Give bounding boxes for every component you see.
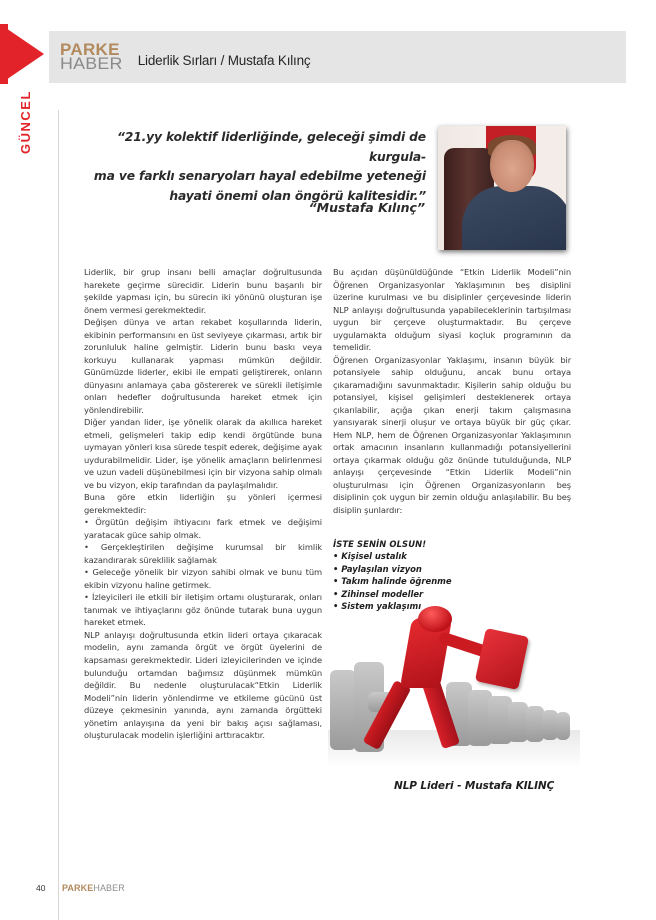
grey-figure [556, 712, 570, 740]
leader-illustration [328, 600, 580, 768]
pull-quote [84, 128, 426, 206]
article-left-column [84, 266, 322, 742]
section-arrow-marker [0, 24, 44, 84]
paragraph: NLP anlayışı doğrultusunda etkin lideri ortaya çıkaracak modelin, aynı zamanda örgüt ve örgüt üyelerini de kapsaması gerekmektedir. Lideri izleyicilerinden ve içinde bulunduğu ortamdan bağımsız düşünmek mümkün değildir. Bu nedenle oluşturulacak“Etkin Liderlik Modeli”nin liderin yönlendirme ve etkileme gücünü üst düzeye çekmesinin yanında, aynı zamanda örgütteki yönetim anlayışına da yeni bir bakış açısı sağlaması, oluşturulacak modelin işlerliğini arttıracaktır. [84, 629, 322, 741]
article-right-column [333, 266, 571, 516]
footer-logo-parke: PARKE [62, 883, 94, 893]
footer-logo [62, 883, 125, 893]
grey-figure [508, 702, 528, 742]
discipline-item: • Zihinsel modeller [333, 588, 424, 599]
bullet-item: • İzleyicileri ile etkili bir iletişim ortamı oluşturarak, onları tanımak ve ihtiyaçlarını göz önünde tutarak buna uygun hareket etmek. [84, 592, 322, 628]
author-photo [438, 126, 566, 250]
red-briefcase-icon [475, 628, 529, 690]
discipline-item: • Sistem yaklaşımı [333, 601, 422, 612]
pull-quote-line: “21.yy kolektif liderliğinde, geleceği şimdi de kurgula- [117, 130, 426, 164]
paragraph: Bu açıdan düşünüldüğünde “Etkin Liderlik Modeli”nin Öğrenen Organizasyonlar Yaklaşımının beş disiplini üzerine kurulması ve bu disiplinler çerçevesinde liderin NLP anlayışı doğrultusunda yapabileceklerinin tartışılması uygun bir çerçeve oluşturmaktadır. Bu çerçeve uygulamakta olduğum siyasi koçluk programının da temelidir. [333, 267, 571, 353]
illustration-caption: NLP Lideri - Mustafa KILINÇ [394, 780, 555, 792]
discipline-item: • Takım halinde öğrenme [333, 576, 452, 587]
paragraph: Öğrenen Organizasyonlar Yaklaşımı, insanın büyük bir potansiyele sahip olduğunu, ancak bunu ortaya çıkaramadığını savunmaktadır. Kişilerin sahip olduğu bu potansiyel, kişisel gelişimleri desteklenerek ortaya çıkarılabilir, açığa çıkan enerji takım çalışmasına yansıyarak sinerji oluşur ve ortaya büyük bir güç çıkar. Hem NLP, hem de Öğrenen Organizasyonlar Yaklaşımının ortak amacının insanların kullanmadığı potansiyellerini ortaya çıkarmak olduğu göz önünde tutulduğunda, NLP anlayışı çerçevesinde “Etkin Liderlik Modeli”nin oluşturulması için Öğrenen Organizasyonların beş disiplinin çok uygun bir zemin olduğu anlaşılabilir. Bu beş disiplin şunlardır: [333, 354, 571, 515]
disciplines-title: İSTE SENİN OLSUN! [333, 539, 427, 549]
grey-figure [330, 670, 356, 750]
bullet-item: • Örgütün değişim ihtiyacını fark etmek ve değişimi yaratacak güce sahip olmak. [84, 517, 322, 540]
magazine-logo [60, 40, 123, 73]
discipline-item: • Kişisel ustalık [333, 551, 407, 562]
page-header [49, 31, 626, 83]
margin-rule [58, 110, 59, 920]
page-number: 40 [36, 883, 46, 893]
footer-logo-haber: HABER [93, 883, 125, 893]
bullet-item: • Gerçekleştirilen değişime kurumsal bir kimlik kazandırarak süreklilik sağlamak [84, 542, 322, 565]
red-figure-head [418, 606, 452, 632]
logo-haber: HABER [60, 54, 123, 73]
quote-author: “Mustafa Kılınç” [308, 200, 425, 215]
person-head-shape [490, 140, 534, 192]
paragraph: Buna göre etkin liderliğin şu yönleri içermesi gerekmektedir: [84, 492, 322, 515]
paragraph: Liderlik, bir grup insanı belli amaçlar doğrultusunda harekete geçirme sürecidir. Liderin bunu başarılı bir şekilde yapması için, bu sürecin iki yönünü oluşturan işe önem vermesi gerekmektedir. [84, 267, 322, 315]
person-body-shape [462, 186, 566, 250]
pull-quote-line: ma ve farklı senaryoları hayal edebilme yeteneği [93, 169, 426, 183]
paragraph: Diğer yandan lider, işe yönelik olarak da akıllıca hareket etmeli, gelişmeleri takip edip kendi örgütünde buna uymayan yönleri kısa sürede tespit ederek, değişime ayak uydurabilmelidir. Lider, işe yönelik amaçların belirlenmesi ve uzun vadeli düşünebilmesi için bir vizyona sahip olmalı ve bu vizyon, ekip tarafından da paylaşılmalıdır. [84, 417, 322, 490]
pull-quote-line: hayati önemi olan öngörü kalitesidir.” [169, 188, 426, 203]
discipline-item: • Paylaşılan vizyon [333, 563, 422, 574]
paragraph: Değişen dünya ve artan rekabet koşullarında liderin, ekibinin performansını en üst seviyeye çıkarması, artık bir zorunluluk haline gelmiştir. Liderin bunu baskı veya korkuyu kullanarak yapması mümkün değildir. Günümüzde liderler, ekibi ile empati geliştirerek, onların dünyasını anlamaya çaba göstererek ve sürekli iletişimle onları hedefler doğrultusunda hareket etmek için yönlendirebilir. [84, 317, 322, 415]
article-header-title: Liderlik Sırları / Mustafa Kılınç [137, 52, 311, 68]
section-label: GÜNCEL [18, 90, 33, 154]
logo-parke: PARKE [60, 40, 120, 60]
bullet-item: • Geleceğe yönelik bir vizyon sahibi olmak ve bunu tüm ekibin vizyonu haline getirmek. [84, 567, 322, 590]
